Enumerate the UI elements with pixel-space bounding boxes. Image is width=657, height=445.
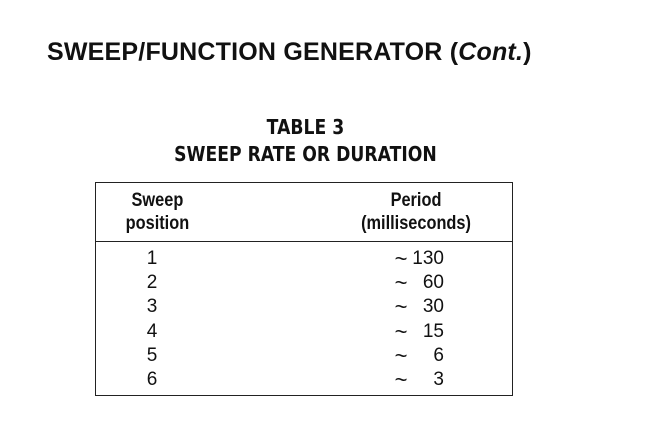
- table-number: TABLE 3: [266, 115, 345, 139]
- approx-symbol: ~: [394, 294, 408, 320]
- page-title: [47, 38, 532, 67]
- sweep-position-cell: 6: [146, 368, 158, 390]
- page-title-main: SWEEP/FUNCTION GENERATOR (: [47, 38, 459, 66]
- header-divider: [96, 241, 512, 242]
- sweep-position-cell: 1: [146, 248, 158, 269]
- column-header-line: Period: [390, 190, 442, 211]
- table-row: [96, 368, 512, 392]
- period-cell: 60: [422, 272, 444, 294]
- table-caption: SWEEP RATE OR DURATION: [174, 142, 437, 166]
- column-header-period: [344, 189, 488, 235]
- period-cell: 15: [422, 320, 444, 342]
- period-cell: 30: [422, 296, 444, 318]
- table-row: [96, 271, 512, 295]
- column-header-line: position: [125, 213, 190, 234]
- period-cell: 3: [433, 368, 444, 390]
- table-row: [96, 247, 512, 271]
- approx-symbol: ~: [394, 366, 408, 392]
- sweep-position-cell: 2: [146, 272, 158, 294]
- table-row: [96, 295, 512, 319]
- sweep-position-cell: 4: [146, 320, 158, 342]
- approx-symbol: ~: [394, 270, 408, 296]
- approx-symbol: ~: [394, 318, 408, 344]
- column-header-line: (milliseconds): [361, 213, 471, 234]
- sweep-position-cell: 3: [146, 296, 158, 318]
- table-row: [96, 320, 512, 344]
- table-row: [96, 344, 512, 368]
- column-header-line: Sweep: [131, 190, 184, 211]
- sweep-rate-table: [95, 182, 513, 396]
- page-title-cont: Cont.: [458, 38, 524, 66]
- period-cell: 130: [412, 248, 444, 269]
- sweep-position-cell: 5: [146, 344, 158, 366]
- approx-symbol: ~: [394, 342, 408, 368]
- column-header-sweep-position: [105, 189, 211, 235]
- approx-symbol: ~: [394, 246, 408, 271]
- table-body: [96, 247, 512, 392]
- page-title-close: ): [523, 38, 532, 66]
- period-cell: 6: [433, 344, 444, 366]
